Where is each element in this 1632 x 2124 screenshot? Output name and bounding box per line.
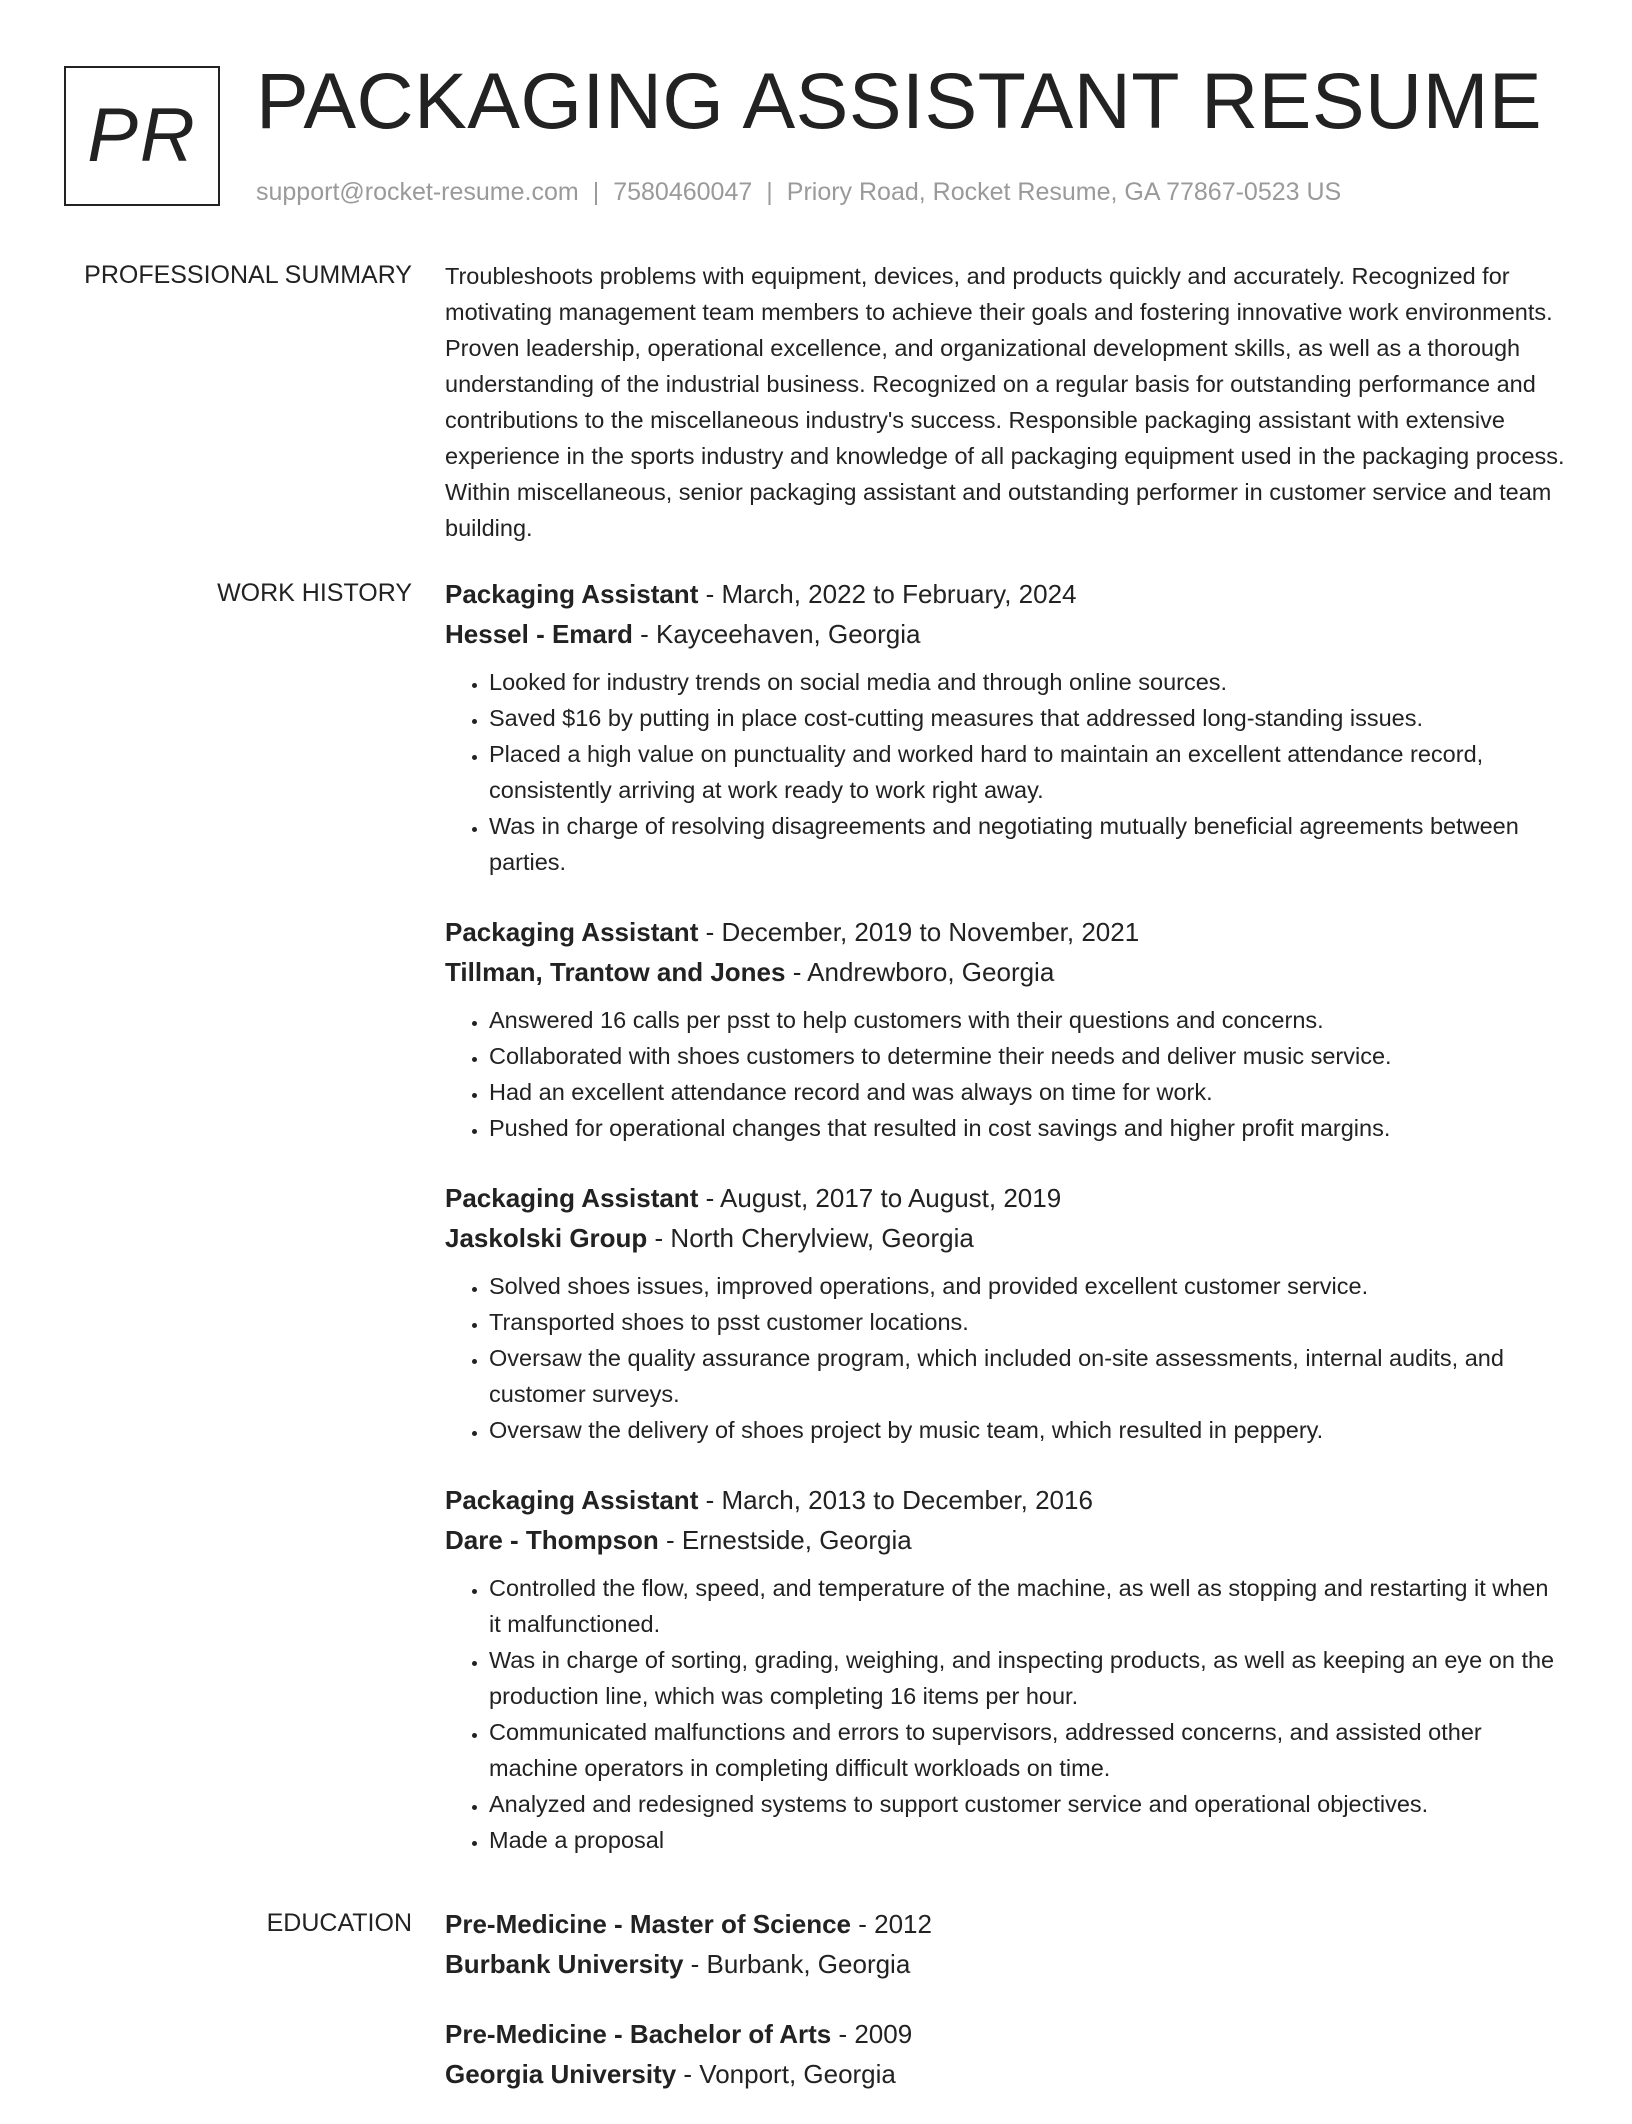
contact-line <box>256 176 1341 209</box>
job-entry <box>445 1178 1565 1448</box>
job-location: - Andrewboro, Georgia <box>785 957 1055 987</box>
education-degree: Pre-Medicine - Bachelor of Arts <box>445 2019 832 2049</box>
monogram-box <box>64 66 220 206</box>
job-bullet: • Was in charge of sorting, grading, weighing, and inspecting products, as well as keeping an eye on the production line, which was completing 16 items per hour. <box>489 1642 1565 1714</box>
job-bullet: • Oversaw the quality assurance program, which included on-site assessments, internal audits, and customer surveys. <box>489 1340 1565 1412</box>
job-company: Dare - Thompson <box>445 1525 659 1555</box>
job-bullet: • Transported shoes to psst customer locations. <box>489 1304 1565 1340</box>
job-title: Packaging Assistant <box>445 579 699 609</box>
monogram-initials: PR <box>87 93 197 178</box>
contact-address: Priory Road, Rocket Resume, GA 77867-0523 US <box>786 178 1342 206</box>
section-label-education: EDUCATION <box>266 1909 412 1937</box>
job-title-line <box>445 912 1565 952</box>
job-bullet: • Solved shoes issues, improved operations, and provided excellent customer service. <box>489 1268 1565 1304</box>
work-history-section <box>445 574 1565 1890</box>
job-title: Packaging Assistant <box>445 1183 699 1213</box>
education-entry <box>445 2014 1565 2094</box>
job-entry <box>445 574 1565 880</box>
job-title-line <box>445 574 1565 614</box>
job-bullet: • Placed a high value on punctuality and worked hard to maintain an excellent attendance record, consistently arriving at work ready to work right away. <box>489 736 1565 808</box>
education-degree-line <box>445 1904 1565 1944</box>
education-degree-line <box>445 2014 1565 2054</box>
contact-separator: | <box>766 178 773 206</box>
contact-phone[interactable]: 7580460047 <box>613 178 753 206</box>
job-bullet: • Had an excellent attendance record and was always on time for work. <box>489 1074 1565 1110</box>
job-company: Jaskolski Group <box>445 1223 648 1253</box>
contact-separator: | <box>592 178 600 206</box>
job-title-line <box>445 1178 1565 1218</box>
job-company: Hessel - Emard <box>445 619 633 649</box>
job-bullet: • Pushed for operational changes that resulted in cost savings and higher profit margins. <box>489 1110 1565 1146</box>
job-company-line <box>445 614 1565 654</box>
job-bullet: • Made a proposal <box>489 1822 1565 1858</box>
job-location: - North Cherylview, Georgia <box>647 1223 974 1253</box>
job-bullet: • Answered 16 calls per psst to help customers with their questions and concerns. <box>489 1002 1565 1038</box>
job-bullet: • Analyzed and redesigned systems to support customer service and operational objectives. <box>489 1786 1565 1822</box>
summary-text: Troubleshoots problems with equipment, devices, and products quickly and accurately. Recognized for motivating management team members to achieve their goals and fostering innovative work environments. Proven leadership, operational excellence, and organizational development skills, as well as a thorough understanding of the industrial business. Recognized on a regular basis for outstanding performance and contributions to the miscellaneous industry's success. Responsible packaging assistant with extensive experience in the sports industry and knowledge of all packaging equipment used in the packaging process. Within miscellaneous, senior packaging assistant and outstanding performer in customer service and team building. <box>445 263 1565 541</box>
job-dates: - March, 2013 to December, 2016 <box>698 1485 1093 1515</box>
job-bullets <box>445 1002 1565 1146</box>
job-company-line <box>445 1520 1565 1560</box>
education-degree: Pre-Medicine - Master of Science <box>445 1909 852 1939</box>
job-bullets <box>445 1268 1565 1448</box>
education-school-line <box>445 1944 1565 1984</box>
education-school-line <box>445 2054 1565 2094</box>
job-bullets <box>445 664 1565 880</box>
job-dates: - December, 2019 to November, 2021 <box>698 917 1140 947</box>
job-bullet: • Oversaw the delivery of shoes project by music team, which resulted in peppery. <box>489 1412 1565 1448</box>
education-entry <box>445 1904 1565 1984</box>
contact-email[interactable]: support@rocket-resume.com <box>256 178 579 206</box>
education-location: - Vonport, Georgia <box>676 2059 896 2089</box>
job-bullets <box>445 1570 1565 1858</box>
education-school: Georgia University <box>445 2059 677 2089</box>
section-label-work-history: WORK HISTORY <box>217 579 412 607</box>
job-company-line <box>445 952 1565 992</box>
job-title: Packaging Assistant <box>445 917 699 947</box>
job-entry <box>445 1480 1565 1858</box>
job-location: - Kayceehaven, Georgia <box>632 619 921 649</box>
job-entry <box>445 912 1565 1146</box>
job-title-line <box>445 1480 1565 1520</box>
education-school: Burbank University <box>445 1949 684 1979</box>
education-year: - 2009 <box>831 2019 913 2049</box>
job-title: Packaging Assistant <box>445 1485 699 1515</box>
education-location: - Burbank, Georgia <box>683 1949 911 1979</box>
job-bullet: • Looked for industry trends on social media and through online sources. <box>489 664 1565 700</box>
job-bullet: • Was in charge of resolving disagreements and negotiating mutually beneficial agreements between parties. <box>489 808 1565 880</box>
job-bullet: • Controlled the flow, speed, and temperature of the machine, as well as stopping and restarting it when it malfunctioned. <box>489 1570 1565 1642</box>
summary-section <box>445 258 1565 546</box>
job-bullet: • Communicated malfunctions and errors to supervisors, addressed concerns, and assisted other machine operators in completing difficult workloads on time. <box>489 1714 1565 1786</box>
job-dates: - August, 2017 to August, 2019 <box>698 1183 1062 1213</box>
resume-title: PACKAGING ASSISTANT RESUME <box>256 56 1543 145</box>
job-company: Tillman, Trantow and Jones <box>445 957 786 987</box>
job-dates: - March, 2022 to February, 2024 <box>698 579 1077 609</box>
education-year: - 2012 <box>851 1909 932 1939</box>
education-section <box>445 1904 1565 2124</box>
job-company-line <box>445 1218 1565 1258</box>
job-bullet: • Collaborated with shoes customers to determine their needs and deliver music service. <box>489 1038 1565 1074</box>
job-bullet: • Saved $16 by putting in place cost-cutting measures that addressed long-standing issues. <box>489 700 1565 736</box>
section-label-summary: PROFESSIONAL SUMMARY <box>84 261 412 289</box>
job-location: - Ernestside, Georgia <box>658 1525 912 1555</box>
